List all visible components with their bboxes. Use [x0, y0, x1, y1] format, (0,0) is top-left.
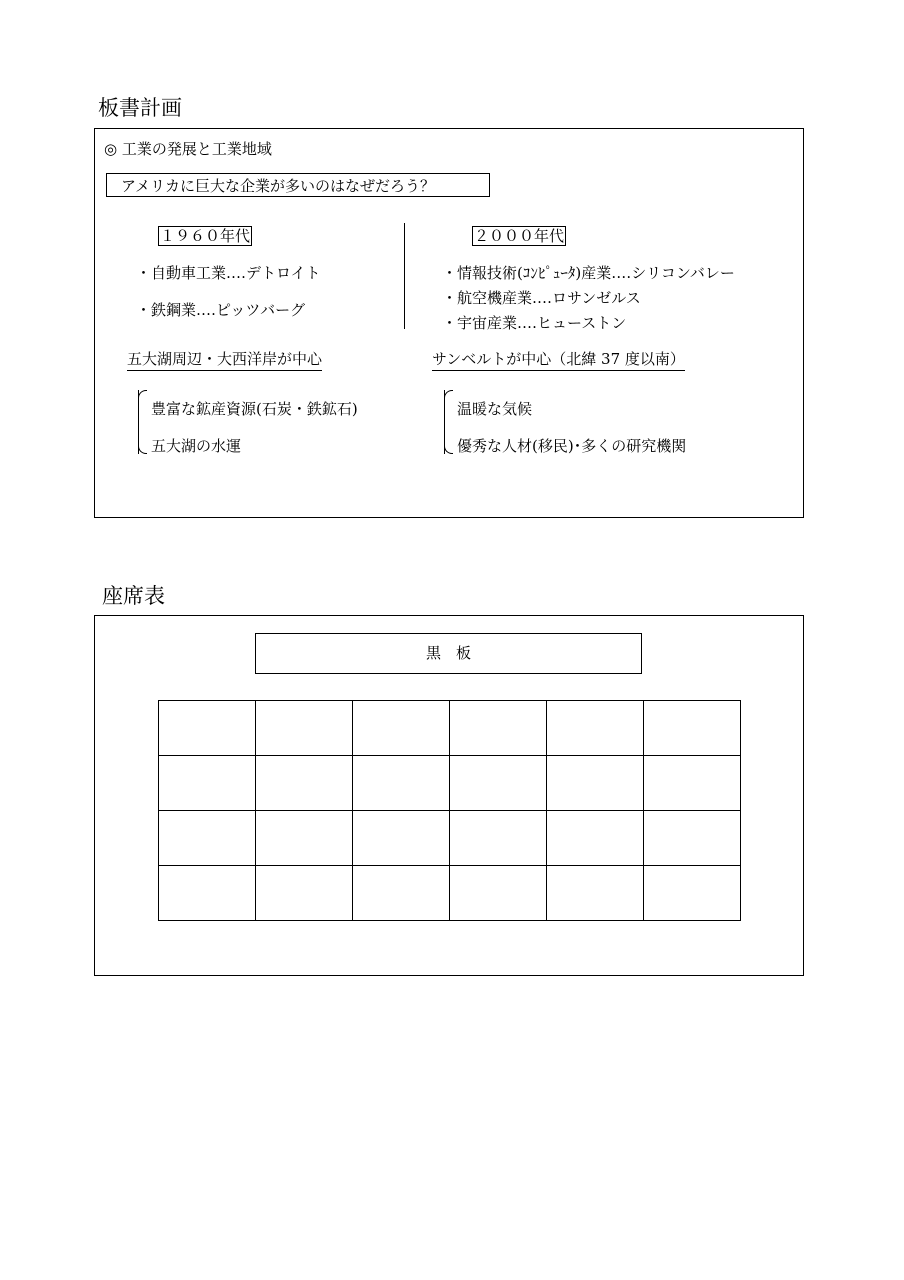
seat-cell: [450, 701, 547, 756]
seat-cell: [256, 756, 353, 811]
seat-cell: [353, 756, 450, 811]
seat-row: [159, 756, 741, 811]
region-summary-left: 五大湖周辺・大西洋岸が中心: [127, 348, 322, 371]
seat-cell: [159, 756, 256, 811]
region-summary-right: サンベルトが中心（北緯 37 度以南）: [432, 348, 685, 371]
reason-item: 豊富な鉱産資源(石炭・鉄鉱石): [151, 400, 358, 418]
seat-row: [159, 811, 741, 866]
brace-left: [138, 390, 147, 454]
seat-cell: [450, 811, 547, 866]
period-label-1960: １９６０年代: [160, 227, 251, 245]
seat-grid: [158, 700, 741, 921]
seat-cell: [159, 811, 256, 866]
seat-cell: [450, 756, 547, 811]
seat-cell: [644, 811, 741, 866]
seat-cell: [353, 811, 450, 866]
seat-row: [159, 866, 741, 921]
period-label-2000: ２０００年代: [474, 227, 565, 245]
seat-cell: [644, 756, 741, 811]
seat-cell: [644, 701, 741, 756]
seat-cell: [450, 866, 547, 921]
brace-right: [444, 390, 453, 454]
industry-item: ・情報技術(ｺﾝﾋﾟｭｰﾀ)産業‥‥シリコンバレー: [442, 264, 735, 282]
reason-item: 温暖な気候: [457, 400, 533, 418]
seat-row: [159, 701, 741, 756]
board-plan-heading: 板書計画: [98, 96, 182, 120]
seat-cell: [159, 701, 256, 756]
seat-cell: [256, 701, 353, 756]
industry-item: ・航空機産業‥‥ロサンゼルス: [442, 289, 641, 307]
reason-item: 優秀な人材(移民)･多くの研究機関: [457, 437, 687, 455]
board-plan-title: ◎ 工業の発展と工業地域: [104, 140, 272, 158]
seat-cell: [353, 701, 450, 756]
industry-item: ・鉄鋼業‥‥ピッツバーグ: [136, 301, 306, 319]
reason-item: 五大湖の水運: [151, 437, 242, 455]
seat-cell: [547, 756, 644, 811]
seat-cell: [159, 866, 256, 921]
seat-cell: [547, 866, 644, 921]
seat-cell: [547, 701, 644, 756]
industry-item: ・宇宙産業‥‥ヒューストン: [442, 314, 627, 332]
blackboard-label: 黒 板: [425, 644, 471, 662]
seating-chart-heading: 座席表: [102, 584, 165, 608]
seat-cell: [547, 811, 644, 866]
blackboard: [255, 633, 642, 674]
question-text: アメリカに巨大な企業が多いのはなぜだろう？: [121, 177, 435, 195]
seat-cell: [644, 866, 741, 921]
seat-cell: [256, 866, 353, 921]
question-box: [106, 173, 490, 197]
seat-cell: [256, 811, 353, 866]
industry-item: ・自動車工業‥‥デトロイト: [136, 264, 321, 282]
seat-cell: [353, 866, 450, 921]
column-divider: [404, 223, 405, 329]
